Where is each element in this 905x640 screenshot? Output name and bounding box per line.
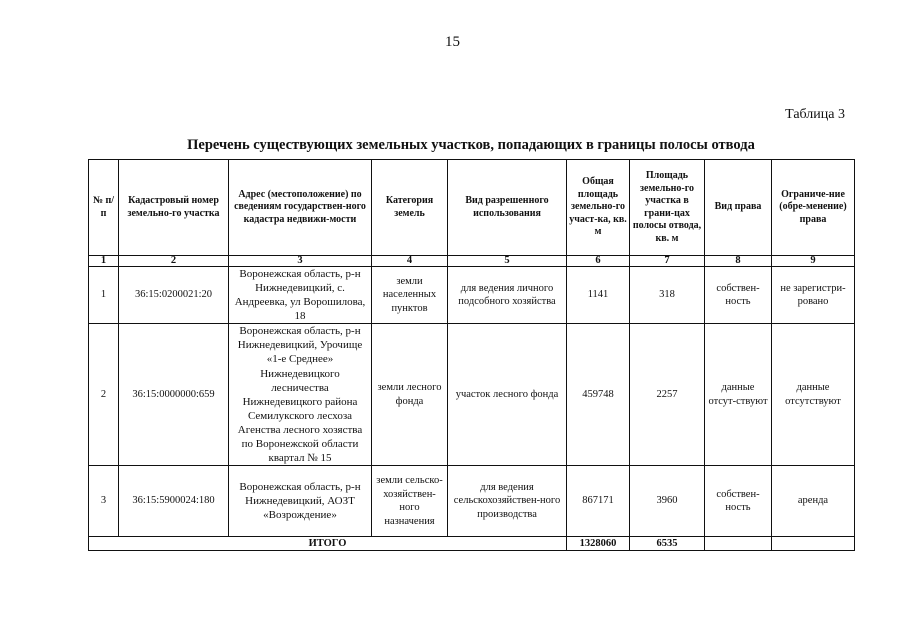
right-type: собствен-ность: [705, 466, 772, 537]
total-empty-cell: [705, 537, 772, 551]
column-number: 5: [448, 256, 567, 267]
row-number: 1: [89, 267, 119, 324]
column-number: 9: [772, 256, 855, 267]
area-in-strip: 3960: [630, 466, 705, 537]
table-row: [89, 466, 855, 537]
column-number: 3: [229, 256, 372, 267]
land-category: земли населенных пунктов: [372, 267, 448, 324]
column-number: 6: [567, 256, 630, 267]
area-total: 459748: [567, 324, 630, 466]
restriction: аренда: [772, 466, 855, 537]
land-category: земли сельско-хозяйствен-ного назначения: [372, 466, 448, 537]
header-cell-address: Адрес (местоположение) по сведениям государствен-ного кадастра недвижи-мости: [229, 160, 372, 256]
header-cell-restriction: Ограниче-ние (обре-менение) права: [772, 160, 855, 256]
table-label: Таблица 3: [785, 107, 845, 122]
land-category: земли лесного фонда: [372, 324, 448, 466]
row-number: 3: [89, 466, 119, 537]
header-cell-area-strip: Площадь земельно-го участка в грани-цах полосы отвода, кв. м: [630, 160, 705, 256]
total-label: ИТОГО: [89, 537, 567, 551]
table-title: Перечень существующих земельных участков, попадающих в границы полосы отвода: [187, 137, 755, 153]
restriction: не зарегистри-ровано: [772, 267, 855, 324]
table-row: [89, 267, 855, 324]
column-number: 4: [372, 256, 448, 267]
permitted-use: для ведения сельскохозяйствен-ного производства: [448, 466, 567, 537]
cadastral-number: 36:15:5900024:180: [119, 466, 229, 537]
area-total: 1141: [567, 267, 630, 324]
right-type: данные отсут-ствуют: [705, 324, 772, 466]
column-number: 8: [705, 256, 772, 267]
header-cell-category: Категория земель: [372, 160, 448, 256]
cadastral-number: 36:15:0000000:659: [119, 324, 229, 466]
total-area-in-strip: 6535: [630, 537, 705, 551]
header-cell-number: № п/п: [89, 160, 119, 256]
header-row: [89, 160, 855, 256]
column-number: 1: [89, 256, 119, 267]
address: Воронежская область, р-н Нижнедевицкий, с. Андреевка, ул Ворошилова, 18: [229, 267, 372, 324]
total-area: 1328060: [567, 537, 630, 551]
column-number: 7: [630, 256, 705, 267]
column-number-row: [89, 256, 855, 267]
total-empty-cell: [772, 537, 855, 551]
header-cell-right: Вид права: [705, 160, 772, 256]
address: Воронежская область, р-н Нижнедевицкий, АОЗТ «Возрождение»: [229, 466, 372, 537]
permitted-use: для ведения личного подсобного хозяйства: [448, 267, 567, 324]
land-plots-table: [88, 159, 855, 551]
header-cell-use: Вид разрешенного использования: [448, 160, 567, 256]
header-cell-area-total: Общая площадь земельно-го участ-ка, кв. м: [567, 160, 630, 256]
area-in-strip: 2257: [630, 324, 705, 466]
area-in-strip: 318: [630, 267, 705, 324]
header-cell-cadastral: Кадастровый номер земельно-го участка: [119, 160, 229, 256]
address: Воронежская область, р-н Нижнедевицкий, Урочище «1-е Среднее» Нижнедевицкого лесничества Нижнедевицкого района Семилукского лесхоза Агенства лесного хозяства по Воронежской области квартал № 15: [229, 324, 372, 466]
area-total: 867171: [567, 466, 630, 537]
cadastral-number: 36:15:0200021:20: [119, 267, 229, 324]
permitted-use: участок лесного фонда: [448, 324, 567, 466]
page-number: 15: [445, 34, 460, 50]
total-row: [89, 537, 855, 551]
table-row: [89, 324, 855, 466]
column-number: 2: [119, 256, 229, 267]
right-type: собствен-ность: [705, 267, 772, 324]
restriction: данные отсутствуют: [772, 324, 855, 466]
row-number: 2: [89, 324, 119, 466]
